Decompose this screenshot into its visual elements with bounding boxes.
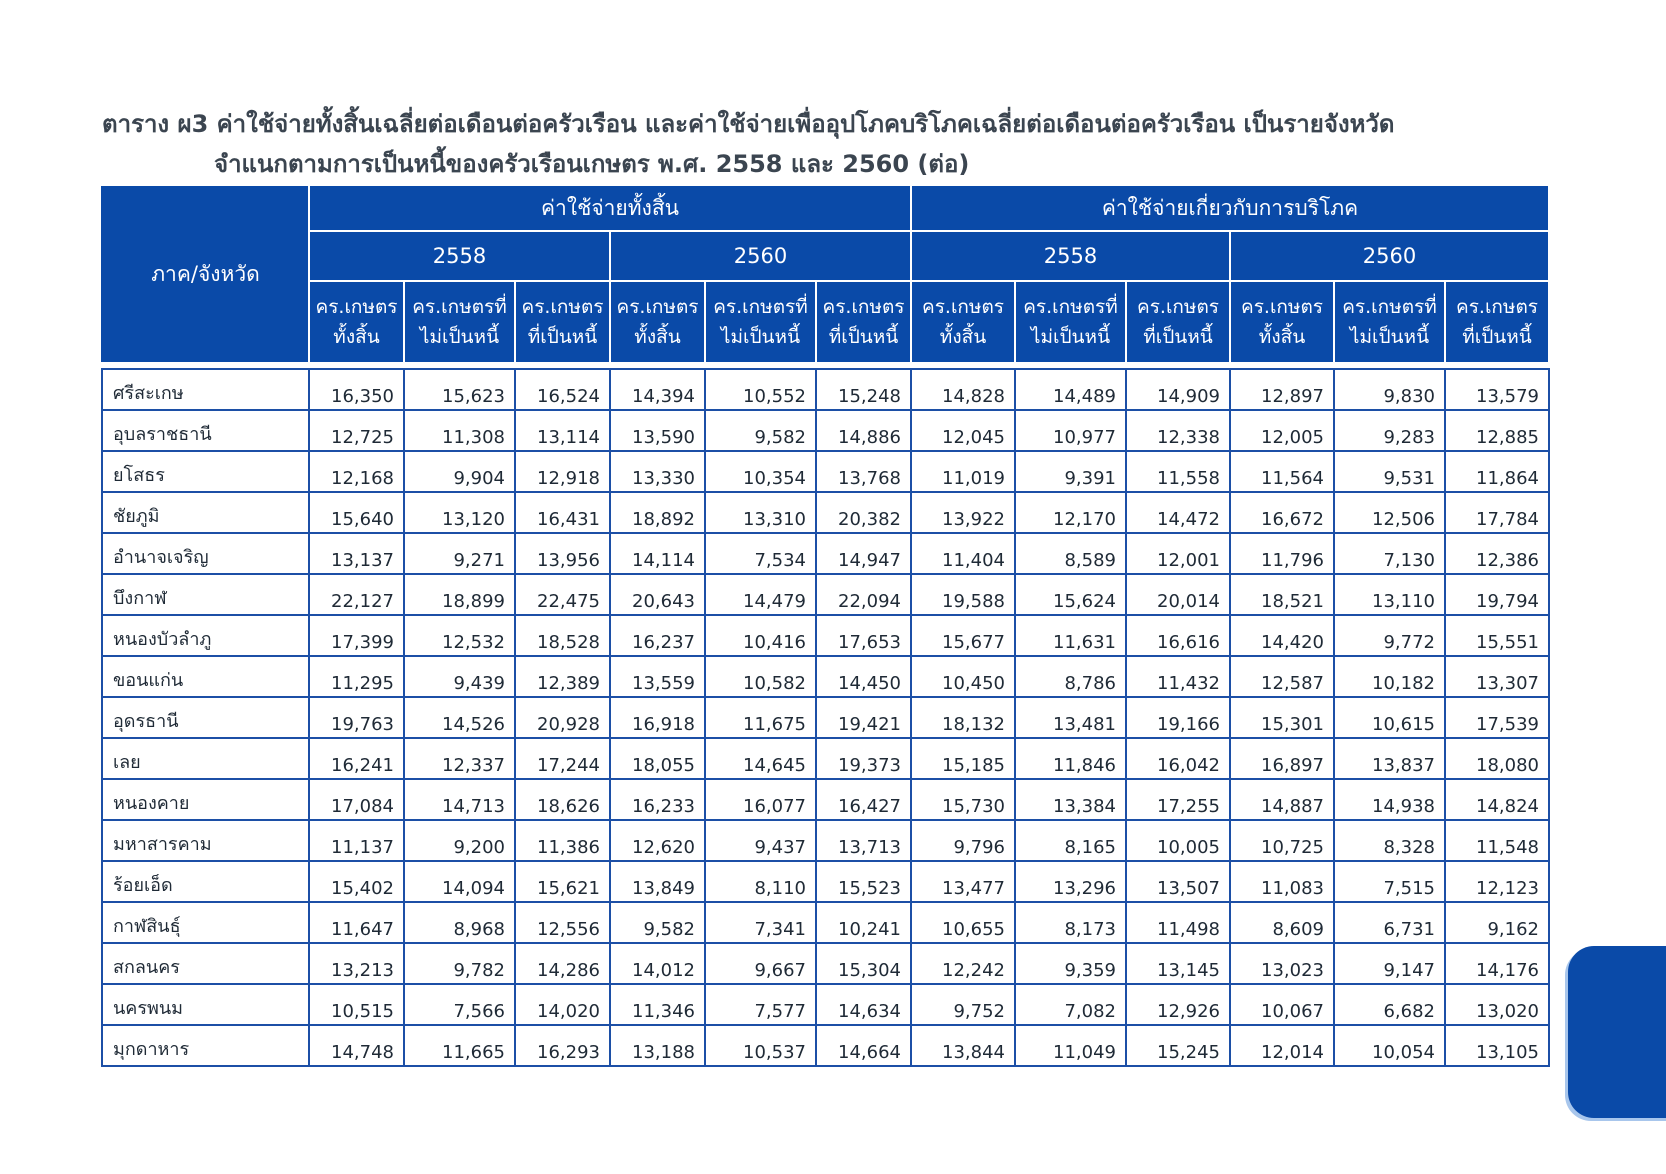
province-cell: กาฬสินธุ์ <box>102 902 309 943</box>
table-row <box>102 820 1549 861</box>
value-cell: 15,185 <box>911 738 1015 779</box>
value-cell: 15,301 <box>1230 697 1334 738</box>
province-cell: ศรีสะเกษ <box>102 369 309 410</box>
value-cell: 14,748 <box>309 1025 404 1066</box>
value-cell: 12,123 <box>1445 861 1549 902</box>
value-cell: 10,354 <box>705 451 816 492</box>
sub-header <box>816 281 911 363</box>
value-cell: 13,145 <box>1126 943 1230 984</box>
value-cell: 13,956 <box>515 533 610 574</box>
value-cell: 12,242 <box>911 943 1015 984</box>
sub-header-line-1: คร.เกษตร <box>1136 296 1220 318</box>
value-cell: 10,054 <box>1334 1025 1445 1066</box>
value-cell: 12,168 <box>309 451 404 492</box>
value-cell: 14,526 <box>404 697 515 738</box>
value-cell: 10,067 <box>1230 984 1334 1025</box>
value-cell: 15,248 <box>816 369 911 410</box>
value-cell: 12,386 <box>1445 533 1549 574</box>
sub-header-line-1: คร.เกษตร <box>521 296 604 318</box>
sub-header <box>515 281 610 363</box>
value-cell: 7,566 <box>404 984 515 1025</box>
value-cell: 11,846 <box>1015 738 1126 779</box>
value-cell: 22,475 <box>515 574 610 615</box>
value-cell: 14,664 <box>816 1025 911 1066</box>
value-cell: 9,391 <box>1015 451 1126 492</box>
value-cell: 17,399 <box>309 615 404 656</box>
value-cell: 22,127 <box>309 574 404 615</box>
sub-header-line-1: คร.เกษตร <box>921 296 1005 318</box>
value-cell: 16,350 <box>309 369 404 410</box>
value-cell: 13,120 <box>404 492 515 533</box>
value-cell: 7,534 <box>705 533 816 574</box>
value-cell: 8,110 <box>705 861 816 902</box>
value-cell: 14,450 <box>816 656 911 697</box>
value-cell: 14,489 <box>1015 369 1126 410</box>
sub-header-line-1: คร.เกษตรที่ <box>412 296 507 318</box>
sub-header <box>911 281 1015 363</box>
table-row <box>102 861 1549 902</box>
value-cell: 11,019 <box>911 451 1015 492</box>
sub-header <box>705 281 816 363</box>
sub-header-line-1: คร.เกษตร <box>822 296 905 318</box>
value-cell: 17,539 <box>1445 697 1549 738</box>
value-cell: 15,523 <box>816 861 911 902</box>
province-cell: มหาสารคาม <box>102 820 309 861</box>
value-cell: 16,233 <box>610 779 705 820</box>
value-cell: 13,114 <box>515 410 610 451</box>
sub-header-line-1: คร.เกษตรที่ <box>1342 296 1437 318</box>
value-cell: 11,295 <box>309 656 404 697</box>
value-cell: 16,293 <box>515 1025 610 1066</box>
value-cell: 13,844 <box>911 1025 1015 1066</box>
value-cell: 16,241 <box>309 738 404 779</box>
value-cell: 19,421 <box>816 697 911 738</box>
value-cell: 10,655 <box>911 902 1015 943</box>
value-cell: 14,420 <box>1230 615 1334 656</box>
value-cell: 7,082 <box>1015 984 1126 1025</box>
value-cell: 12,556 <box>515 902 610 943</box>
value-cell: 12,897 <box>1230 369 1334 410</box>
value-cell: 8,786 <box>1015 656 1126 697</box>
value-cell: 12,885 <box>1445 410 1549 451</box>
table-row <box>102 656 1549 697</box>
value-cell: 11,137 <box>309 820 404 861</box>
value-cell: 15,245 <box>1126 1025 1230 1066</box>
value-cell: 9,582 <box>610 902 705 943</box>
value-cell: 19,794 <box>1445 574 1549 615</box>
value-cell: 10,241 <box>816 902 911 943</box>
value-cell: 13,110 <box>1334 574 1445 615</box>
value-cell: 14,394 <box>610 369 705 410</box>
table-header <box>102 185 1549 363</box>
value-cell: 14,479 <box>705 574 816 615</box>
value-cell: 9,830 <box>1334 369 1445 410</box>
province-cell: ขอนแก่น <box>102 656 309 697</box>
value-cell: 12,725 <box>309 410 404 451</box>
table-row <box>102 738 1549 779</box>
province-cell: อุดรธานี <box>102 697 309 738</box>
value-cell: 10,615 <box>1334 697 1445 738</box>
value-cell: 12,045 <box>911 410 1015 451</box>
province-cell: ชัยภูมิ <box>102 492 309 533</box>
sub-header-line-2: ไม่เป็นหนี้ <box>1349 326 1430 348</box>
value-cell: 10,725 <box>1230 820 1334 861</box>
table-row <box>102 779 1549 820</box>
sub-header-line-1: คร.เกษตร <box>315 296 398 318</box>
value-cell: 14,176 <box>1445 943 1549 984</box>
value-cell: 13,507 <box>1126 861 1230 902</box>
value-cell: 13,922 <box>911 492 1015 533</box>
value-cell: 17,784 <box>1445 492 1549 533</box>
value-cell: 10,005 <box>1126 820 1230 861</box>
table-title <box>102 104 1562 184</box>
value-cell: 13,213 <box>309 943 404 984</box>
value-cell: 15,624 <box>1015 574 1126 615</box>
table-row <box>102 369 1549 410</box>
value-cell: 11,308 <box>404 410 515 451</box>
value-cell: 14,286 <box>515 943 610 984</box>
value-cell: 10,515 <box>309 984 404 1025</box>
province-cell: อำนาจเจริญ <box>102 533 309 574</box>
value-cell: 14,012 <box>610 943 705 984</box>
sub-header <box>1126 281 1230 363</box>
value-cell: 15,304 <box>816 943 911 984</box>
province-cell: มุกดาหาร <box>102 1025 309 1066</box>
sub-header <box>1445 281 1549 363</box>
table-row <box>102 410 1549 451</box>
sub-header-line-1: คร.เกษตรที่ <box>1023 296 1118 318</box>
value-cell: 13,310 <box>705 492 816 533</box>
value-cell: 10,537 <box>705 1025 816 1066</box>
value-cell: 13,768 <box>816 451 911 492</box>
value-cell: 9,283 <box>1334 410 1445 451</box>
value-cell: 14,114 <box>610 533 705 574</box>
value-cell: 19,166 <box>1126 697 1230 738</box>
value-cell: 8,173 <box>1015 902 1126 943</box>
sub-header-line-1: คร.เกษตร <box>1240 296 1324 318</box>
year-header: 2560 <box>610 231 911 281</box>
value-cell: 13,105 <box>1445 1025 1549 1066</box>
sub-header-line-1: คร.เกษตร <box>1455 296 1539 318</box>
section-tab <box>1568 946 1666 1118</box>
value-cell: 16,427 <box>816 779 911 820</box>
data-table <box>101 184 1550 1067</box>
value-cell: 14,094 <box>404 861 515 902</box>
value-cell: 11,432 <box>1126 656 1230 697</box>
value-cell: 12,506 <box>1334 492 1445 533</box>
table-row <box>102 902 1549 943</box>
value-cell: 13,590 <box>610 410 705 451</box>
value-cell: 11,564 <box>1230 451 1334 492</box>
value-cell: 13,384 <box>1015 779 1126 820</box>
value-cell: 13,713 <box>816 820 911 861</box>
value-cell: 10,416 <box>705 615 816 656</box>
value-cell: 13,020 <box>1445 984 1549 1025</box>
value-cell: 11,386 <box>515 820 610 861</box>
value-cell: 13,307 <box>1445 656 1549 697</box>
value-cell: 17,255 <box>1126 779 1230 820</box>
value-cell: 9,359 <box>1015 943 1126 984</box>
sub-header <box>610 281 705 363</box>
value-cell: 7,515 <box>1334 861 1445 902</box>
table-row <box>102 574 1549 615</box>
value-cell: 11,498 <box>1126 902 1230 943</box>
value-cell: 20,643 <box>610 574 705 615</box>
value-cell: 16,616 <box>1126 615 1230 656</box>
value-cell: 17,653 <box>816 615 911 656</box>
table-body <box>102 369 1549 1066</box>
value-cell: 15,677 <box>911 615 1015 656</box>
region-header: ภาค/จังหวัด <box>102 185 309 363</box>
value-cell: 12,389 <box>515 656 610 697</box>
value-cell: 20,928 <box>515 697 610 738</box>
value-cell: 14,020 <box>515 984 610 1025</box>
value-cell: 18,080 <box>1445 738 1549 779</box>
sub-header-line-2: ไม่เป็นหนี้ <box>419 326 500 348</box>
table-row <box>102 533 1549 574</box>
value-cell: 9,752 <box>911 984 1015 1025</box>
value-cell: 9,796 <box>911 820 1015 861</box>
value-cell: 11,647 <box>309 902 404 943</box>
value-cell: 12,005 <box>1230 410 1334 451</box>
value-cell: 15,640 <box>309 492 404 533</box>
value-cell: 14,713 <box>404 779 515 820</box>
table-row <box>102 492 1549 533</box>
value-cell: 10,977 <box>1015 410 1126 451</box>
value-cell: 15,621 <box>515 861 610 902</box>
value-cell: 12,001 <box>1126 533 1230 574</box>
value-cell: 11,864 <box>1445 451 1549 492</box>
value-cell: 13,477 <box>911 861 1015 902</box>
value-cell: 7,130 <box>1334 533 1445 574</box>
value-cell: 6,682 <box>1334 984 1445 1025</box>
value-cell: 14,645 <box>705 738 816 779</box>
sub-header-line-1: คร.เกษตร <box>616 296 699 318</box>
sub-header <box>309 281 404 363</box>
value-cell: 15,551 <box>1445 615 1549 656</box>
value-cell: 20,382 <box>816 492 911 533</box>
province-cell: บึงกาฬ <box>102 574 309 615</box>
value-cell: 9,147 <box>1334 943 1445 984</box>
sub-header <box>1230 281 1334 363</box>
value-cell: 11,049 <box>1015 1025 1126 1066</box>
value-cell: 8,165 <box>1015 820 1126 861</box>
value-cell: 10,450 <box>911 656 1015 697</box>
value-cell: 13,579 <box>1445 369 1549 410</box>
value-cell: 12,337 <box>404 738 515 779</box>
value-cell: 14,886 <box>816 410 911 451</box>
value-cell: 11,675 <box>705 697 816 738</box>
value-cell: 10,182 <box>1334 656 1445 697</box>
province-cell: หนองคาย <box>102 779 309 820</box>
value-cell: 12,170 <box>1015 492 1126 533</box>
value-cell: 18,899 <box>404 574 515 615</box>
data-table-container <box>101 184 1550 1067</box>
sub-header-line-2: ทั้งสิ้น <box>1258 326 1306 348</box>
table-row <box>102 615 1549 656</box>
value-cell: 13,330 <box>610 451 705 492</box>
value-cell: 17,084 <box>309 779 404 820</box>
table-row <box>102 451 1549 492</box>
value-cell: 12,532 <box>404 615 515 656</box>
value-cell: 12,918 <box>515 451 610 492</box>
value-cell: 9,904 <box>404 451 515 492</box>
value-cell: 14,887 <box>1230 779 1334 820</box>
value-cell: 9,531 <box>1334 451 1445 492</box>
value-cell: 15,623 <box>404 369 515 410</box>
sub-header-line-2: ไม่เป็นหนี้ <box>720 326 801 348</box>
value-cell: 14,909 <box>1126 369 1230 410</box>
value-cell: 9,772 <box>1334 615 1445 656</box>
value-cell: 14,634 <box>816 984 911 1025</box>
value-cell: 16,672 <box>1230 492 1334 533</box>
value-cell: 8,609 <box>1230 902 1334 943</box>
value-cell: 10,582 <box>705 656 816 697</box>
value-cell: 13,849 <box>610 861 705 902</box>
table-row <box>102 984 1549 1025</box>
value-cell: 16,042 <box>1126 738 1230 779</box>
value-cell: 14,938 <box>1334 779 1445 820</box>
value-cell: 14,472 <box>1126 492 1230 533</box>
value-cell: 11,665 <box>404 1025 515 1066</box>
year-header: 2560 <box>1230 231 1549 281</box>
value-cell: 7,577 <box>705 984 816 1025</box>
value-cell: 19,373 <box>816 738 911 779</box>
value-cell: 10,552 <box>705 369 816 410</box>
sub-header-line-2: ทั้งสิ้น <box>939 326 987 348</box>
value-cell: 8,589 <box>1015 533 1126 574</box>
value-cell: 9,437 <box>705 820 816 861</box>
value-cell: 13,023 <box>1230 943 1334 984</box>
value-cell: 16,077 <box>705 779 816 820</box>
group-header-total-expense: ค่าใช้จ่ายทั้งสิ้น <box>309 185 911 231</box>
value-cell: 8,968 <box>404 902 515 943</box>
value-cell: 13,481 <box>1015 697 1126 738</box>
value-cell: 16,897 <box>1230 738 1334 779</box>
value-cell: 16,237 <box>610 615 705 656</box>
sub-header-line-2: ทั้งสิ้น <box>333 326 380 348</box>
value-cell: 9,271 <box>404 533 515 574</box>
value-cell: 13,559 <box>610 656 705 697</box>
value-cell: 9,582 <box>705 410 816 451</box>
value-cell: 7,341 <box>705 902 816 943</box>
value-cell: 15,730 <box>911 779 1015 820</box>
year-header: 2558 <box>911 231 1230 281</box>
value-cell: 20,014 <box>1126 574 1230 615</box>
sub-header-line-2: ทั้งสิ้น <box>634 326 681 348</box>
sub-header <box>404 281 515 363</box>
value-cell: 16,431 <box>515 492 610 533</box>
table-row <box>102 1025 1549 1066</box>
value-cell: 18,055 <box>610 738 705 779</box>
province-cell: นครพนม <box>102 984 309 1025</box>
value-cell: 11,631 <box>1015 615 1126 656</box>
value-cell: 11,558 <box>1126 451 1230 492</box>
value-cell: 11,548 <box>1445 820 1549 861</box>
value-cell: 9,439 <box>404 656 515 697</box>
province-cell: ร้อยเอ็ด <box>102 861 309 902</box>
value-cell: 8,328 <box>1334 820 1445 861</box>
province-cell: หนองบัวลำภู <box>102 615 309 656</box>
value-cell: 12,014 <box>1230 1025 1334 1066</box>
table-row <box>102 943 1549 984</box>
value-cell: 16,524 <box>515 369 610 410</box>
sub-header-line-2: ที่เป็นหนี้ <box>1462 326 1532 348</box>
sub-header <box>1334 281 1445 363</box>
sub-header-line-2: ที่เป็นหนี้ <box>527 326 598 348</box>
value-cell: 6,731 <box>1334 902 1445 943</box>
value-cell: 9,667 <box>705 943 816 984</box>
value-cell: 19,588 <box>911 574 1015 615</box>
value-cell: 19,763 <box>309 697 404 738</box>
value-cell: 11,346 <box>610 984 705 1025</box>
title-line-1: ตาราง ผ3 ค่าใช้จ่ายทั้งสิ้นเฉลี่ยต่อเดือนต่อครัวเรือน และค่าใช้จ่ายเพื่ออุปโภคบริโภคเฉลี่ยต่อเดือนต่อครัวเรือน เป็นรายจังหวัด <box>102 110 1395 138</box>
year-header: 2558 <box>309 231 610 281</box>
value-cell: 16,918 <box>610 697 705 738</box>
value-cell: 18,528 <box>515 615 610 656</box>
value-cell: 9,162 <box>1445 902 1549 943</box>
value-cell: 9,782 <box>404 943 515 984</box>
value-cell: 15,402 <box>309 861 404 902</box>
value-cell: 12,926 <box>1126 984 1230 1025</box>
title-line-2: จำแนกตามการเป็นหนี้ของครัวเรือนเกษตร พ.ศ. 2558 และ 2560 (ต่อ) <box>214 150 970 178</box>
value-cell: 13,837 <box>1334 738 1445 779</box>
province-cell: เลย <box>102 738 309 779</box>
sub-header-line-2: ไม่เป็นหนี้ <box>1030 326 1111 348</box>
value-cell: 12,620 <box>610 820 705 861</box>
value-cell: 18,626 <box>515 779 610 820</box>
value-cell: 18,132 <box>911 697 1015 738</box>
value-cell: 18,892 <box>610 492 705 533</box>
value-cell: 12,338 <box>1126 410 1230 451</box>
value-cell: 22,094 <box>816 574 911 615</box>
value-cell: 17,244 <box>515 738 610 779</box>
table-row <box>102 697 1549 738</box>
province-cell: ยโสธร <box>102 451 309 492</box>
sub-header-line-1: คร.เกษตรที่ <box>713 296 808 318</box>
sub-header-line-2: ที่เป็นหนี้ <box>828 326 899 348</box>
province-cell: สกลนคร <box>102 943 309 984</box>
sub-header-line-2: ที่เป็นหนี้ <box>1143 326 1213 348</box>
value-cell: 11,083 <box>1230 861 1334 902</box>
value-cell: 13,137 <box>309 533 404 574</box>
province-cell: อุบลราชธานี <box>102 410 309 451</box>
value-cell: 13,188 <box>610 1025 705 1066</box>
value-cell: 11,796 <box>1230 533 1334 574</box>
value-cell: 12,587 <box>1230 656 1334 697</box>
value-cell: 13,296 <box>1015 861 1126 902</box>
value-cell: 14,824 <box>1445 779 1549 820</box>
group-header-consumption-expense: ค่าใช้จ่ายเกี่ยวกับการบริโภค <box>911 185 1549 231</box>
value-cell: 18,521 <box>1230 574 1334 615</box>
sub-header <box>1015 281 1126 363</box>
value-cell: 9,200 <box>404 820 515 861</box>
value-cell: 11,404 <box>911 533 1015 574</box>
value-cell: 14,947 <box>816 533 911 574</box>
value-cell: 14,828 <box>911 369 1015 410</box>
